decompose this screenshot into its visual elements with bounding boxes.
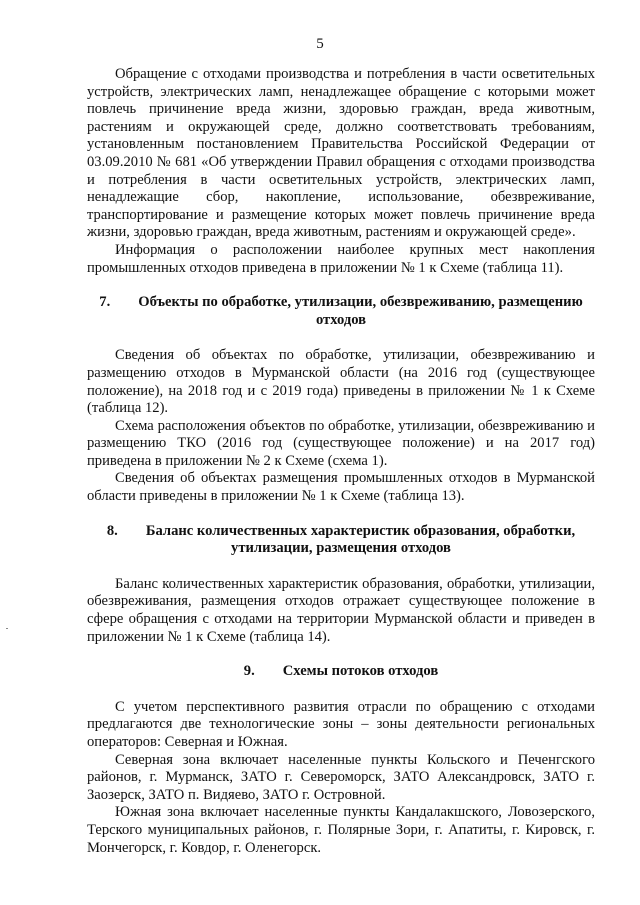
section-7-heading bbox=[87, 294, 595, 329]
section-7-paragraph-3: Сведения об объектах размещения промышленных отходов в Мурманской области приведены в приложении № 1 к Схеме (таблица 13). bbox=[87, 470, 595, 505]
section-9-heading bbox=[87, 663, 595, 681]
section-8-paragraph-1: Баланс количественных характеристик образования, обработки, утилизации, обезвреживания, размещения отходов отражает существующее положение в сфере обращения с отходами на территории Мурманской области и приведен в приложении № 1 к Схеме (таблица 14). bbox=[87, 575, 595, 645]
section-9-title: Схемы потоков отходов bbox=[282, 663, 439, 680]
section-9-paragraph-1: С учетом перспективного развития отрасли по обращению с отходами предлагаются две технологические зоны – зоны деятельности региональных операторов: Северная и Южная. bbox=[87, 698, 595, 750]
scan-margin-mark bbox=[6, 628, 8, 629]
paragraph-industrial-waste-info: Информация о расположении наиболее крупных мест накопления промышленных отходов приведена в приложении № 1 к Схеме (таблица 11). bbox=[87, 241, 595, 276]
section-7-number: 7. bbox=[99, 294, 111, 311]
section-7-title: Объекты по обработке, утилизации, обезвреживанию, размещению отходов bbox=[138, 294, 583, 328]
section-8-number: 8. bbox=[106, 522, 118, 539]
section-8-heading bbox=[87, 523, 595, 558]
section-9-number: 9. bbox=[243, 663, 255, 680]
document-body bbox=[87, 66, 595, 857]
section-7-paragraph-1: Сведения об объектах по обработке, утилизации, обезвреживанию и размещению отходов в Мурманской области (на 2016 год (существующее положение), на 2018 год и с 2019 года) приведены в приложении № 1 к Схеме (таблица 12). bbox=[87, 347, 595, 417]
section-9-paragraph-2: Северная зона включает населенные пункты Кольского и Печенгского районов, г. Мурманск, ЗАТО г. Североморск, ЗАТО Александровск, ЗАТО г. Заозерск, ЗАТО п. Видяево, ЗАТО г. Островной. bbox=[87, 751, 595, 803]
paragraph-lamps-regulation: Обращение с отходами производства и потребления в части осветительных устройств, электрических ламп, ненадлежащее обращение с которыми может повлечь причинение вреда жизни, здоровью граждан, вреда животным, растениям и окружающей среде, должно соответствовать требованиям, установленным постановлением Правительства Российской Федерации от 03.09.2010 № 681 «Об утверждении Правил обращения с отходами производства и потребления в части осветительных устройств, электрических ламп, ненадлежащие сбор, накопление, использование, обезвреживание, транспортирование и размещение которых может повлечь причинение вреда жизни, здоровью граждан, вреда животным, растениям и окружающей среде». bbox=[87, 66, 595, 241]
section-8-title: Баланс количественных характеристик образования, обработки, утилизации, размещения отходов bbox=[145, 522, 576, 557]
section-7-paragraph-2: Схема расположения объектов по обработке, утилизации, обезвреживанию и размещению ТКО (2016 год (существующее положение) и на 2017 год) приведена в приложении № 2 к Схеме (схема 1). bbox=[87, 417, 595, 469]
page-number: 5 bbox=[316, 36, 324, 52]
section-9-paragraph-3: Южная зона включает населенные пункты Кандалакшского, Ловозерского, Терского муниципальных районов, г. Полярные Зори, г. Апатиты, г. Кировск, г. Мончегорск, г. Ковдор, г. Оленегорск. bbox=[87, 804, 595, 856]
